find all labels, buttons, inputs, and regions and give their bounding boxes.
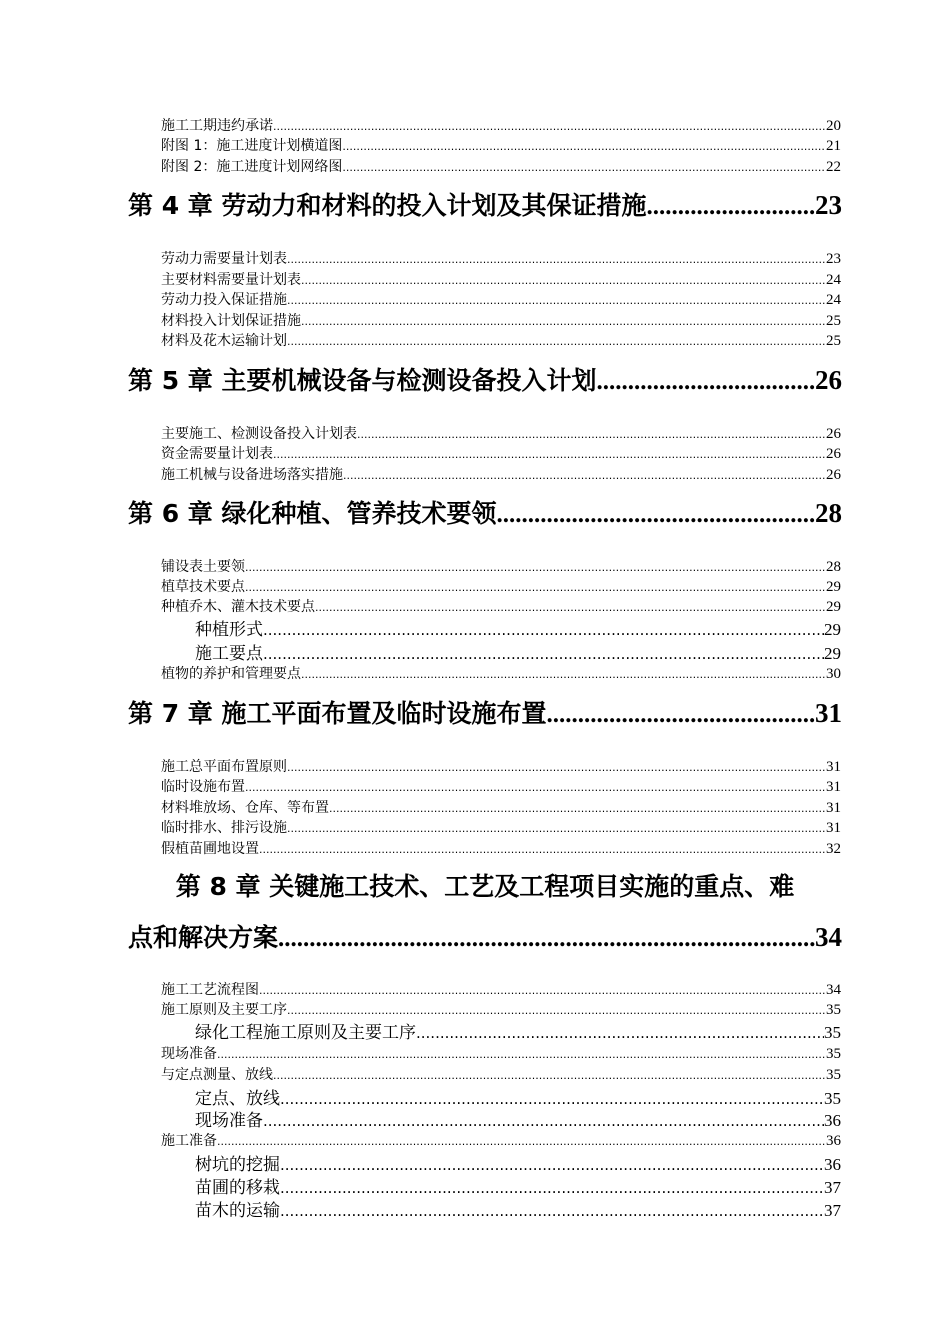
toc-entry[interactable]	[161, 777, 841, 797]
toc-page-number: 31	[826, 800, 841, 816]
dot-leader	[301, 271, 826, 291]
dot-leader	[280, 1087, 824, 1111]
toc-entry-title: 第 4 章 劳动力和材料的投入计划及其保证措施	[128, 191, 647, 220]
dot-leader	[416, 1021, 824, 1045]
toc-entry[interactable]	[161, 839, 841, 859]
toc-entry[interactable]	[195, 1199, 841, 1223]
toc-entry[interactable]	[161, 798, 841, 818]
toc-page-number: 26	[826, 467, 841, 483]
dot-leader	[263, 618, 824, 642]
toc-entry-title: 施工机械与设备进场落实措施	[161, 467, 343, 483]
toc-page-number: 28	[826, 559, 841, 575]
toc-entry-title: 临时排水、排污设施	[161, 820, 287, 836]
dot-leader	[301, 312, 826, 332]
toc-page-number: 30	[826, 666, 841, 682]
toc-entry-title: 施工工艺流程图	[161, 982, 259, 998]
dot-leader	[342, 137, 826, 157]
toc-page-number: 31	[826, 820, 841, 836]
toc-page-number: 36	[826, 1133, 841, 1149]
toc-entry[interactable]	[161, 664, 841, 684]
dot-leader	[287, 250, 826, 270]
toc-entry[interactable]	[195, 1153, 841, 1177]
toc-entry-title: 施工总平面布置原则	[161, 759, 287, 775]
toc-entry[interactable]	[161, 465, 841, 485]
dot-leader	[280, 1199, 824, 1223]
toc-entry-title: 劳动力需要量计划表	[161, 251, 287, 267]
toc-entry-title: 苗木的运输	[195, 1201, 280, 1221]
dot-leader	[287, 291, 826, 311]
toc-entry-title: 第 6 章 绿化种植、管养技术要领	[128, 499, 497, 528]
toc-page-number: 24	[826, 292, 841, 308]
toc-entry-title: 附图 1：施工进度计划横道图	[161, 138, 343, 154]
toc-entry-title: 第 7 章 施工平面布置及临时设施布置	[128, 699, 547, 728]
toc-page-number: 24	[826, 272, 841, 288]
toc-entry-title: 施工工期违约承诺	[161, 118, 273, 134]
toc-entry[interactable]	[161, 249, 841, 269]
dot-leader	[273, 445, 826, 465]
dot-leader	[245, 558, 826, 578]
dot-leader	[597, 362, 815, 402]
toc-entry-title: 植物的养护和管理要点	[161, 666, 301, 682]
toc-entry[interactable]	[161, 1044, 841, 1064]
toc-page-number: 21	[826, 138, 841, 154]
toc-entry-title: 树坑的挖掘	[195, 1155, 280, 1175]
toc-chapter-entry[interactable]	[128, 185, 842, 225]
toc-entry[interactable]	[161, 980, 841, 1000]
dot-leader	[647, 187, 815, 227]
toc-entry[interactable]	[195, 642, 841, 666]
toc-entry-title: 主要施工、检测设备投入计划表	[161, 426, 357, 442]
toc-page-number: 25	[826, 333, 841, 349]
toc-page-number: 35	[824, 1023, 841, 1042]
dot-leader	[342, 158, 826, 178]
toc-entry-title: 施工要点	[195, 644, 263, 664]
toc-page-number: 23	[815, 190, 842, 220]
toc-entry-title: 施工准备	[161, 1133, 217, 1149]
toc-entry-title: 假植苗圃地设置	[161, 841, 259, 857]
dot-leader	[547, 695, 815, 735]
toc-entry[interactable]	[161, 818, 841, 838]
toc-page-number: 23	[826, 251, 841, 267]
toc-entry[interactable]	[161, 311, 841, 331]
toc-entry-title: 绿化工程施工原则及主要工序	[195, 1023, 416, 1043]
toc-chapter-entry[interactable]	[128, 360, 842, 400]
toc-page-number: 32	[826, 841, 841, 857]
toc-page-number: 25	[826, 313, 841, 329]
dot-leader	[280, 1176, 824, 1200]
toc-entry[interactable]	[195, 618, 841, 642]
dot-leader	[278, 919, 815, 959]
toc-page-number: 35	[824, 1089, 841, 1108]
toc-entry-title: 附图 2：施工进度计划网络图	[161, 159, 343, 175]
toc-page-number: 31	[826, 759, 841, 775]
toc-entry[interactable]	[161, 290, 841, 310]
dot-leader	[245, 578, 826, 598]
dot-leader	[263, 1109, 824, 1133]
dot-leader	[301, 665, 826, 685]
dot-leader	[245, 778, 826, 798]
toc-entry-title: 第 5 章 主要机械设备与检测设备投入计划	[128, 366, 597, 395]
toc-entry-title: 种植形式	[195, 620, 263, 640]
toc-entry[interactable]	[161, 597, 841, 617]
dot-leader	[357, 425, 826, 445]
toc-page-number: 26	[826, 446, 841, 462]
toc-entry[interactable]	[195, 1087, 841, 1111]
toc-page-number: 29	[826, 579, 841, 595]
toc-chapter-entry[interactable]	[128, 493, 842, 533]
toc-entry-title: 临时设施布置	[161, 779, 245, 795]
toc-entry-title: 点和解决方案	[128, 923, 279, 952]
toc-page-number: 36	[824, 1155, 841, 1174]
dot-leader	[280, 1153, 824, 1177]
toc-page-number: 26	[826, 426, 841, 442]
toc-entry-title: 劳动力投入保证措施	[161, 292, 287, 308]
toc-page-number: 35	[826, 1046, 841, 1062]
toc-entry[interactable]	[161, 116, 841, 136]
toc-page-number: 29	[824, 620, 841, 639]
toc-entry-title: 种植乔木、灌木技术要点	[161, 599, 315, 615]
toc-page-number: 37	[824, 1201, 841, 1220]
toc-entry[interactable]	[161, 1000, 841, 1020]
toc-entry[interactable]	[161, 1065, 841, 1085]
toc-entry-title: 植草技术要点	[161, 579, 245, 595]
dot-leader	[287, 332, 826, 352]
toc-page-number: 34	[815, 922, 842, 952]
toc-entry[interactable]	[161, 136, 841, 156]
toc-entry[interactable]	[161, 577, 841, 597]
toc-entry-title: 资金需要量计划表	[161, 446, 273, 462]
dot-leader	[273, 117, 826, 137]
toc-entry-title: 与定点测量、放线	[161, 1067, 273, 1083]
toc-entry-title: 材料投入计划保证措施	[161, 313, 301, 329]
dot-leader	[287, 819, 826, 839]
dot-leader	[273, 1066, 826, 1086]
toc-entry[interactable]	[195, 1176, 841, 1200]
dot-leader	[217, 1132, 826, 1152]
toc-entry[interactable]	[161, 1131, 841, 1151]
dot-leader	[217, 1045, 826, 1065]
toc-entry[interactable]	[161, 270, 841, 290]
toc-entry[interactable]	[161, 757, 841, 777]
dot-leader	[287, 1001, 826, 1021]
toc-page-number: 31	[815, 698, 842, 728]
toc-page-number: 34	[826, 982, 841, 998]
dot-leader	[287, 758, 826, 778]
toc-page-number: 29	[824, 644, 841, 663]
dot-leader	[263, 642, 824, 666]
toc-entry-title: 铺设表土要领	[161, 559, 245, 575]
dot-leader	[343, 466, 826, 486]
toc-entry[interactable]	[161, 424, 841, 444]
toc-entry[interactable]	[161, 444, 841, 464]
toc-entry-title: 现场准备	[161, 1046, 217, 1062]
toc-entry[interactable]	[161, 557, 841, 577]
toc-entry-title: 定点、放线	[195, 1089, 280, 1109]
dot-leader	[329, 799, 826, 819]
dot-leader	[497, 495, 815, 535]
toc-entry[interactable]	[161, 331, 841, 351]
toc-page-number: 22	[826, 159, 841, 175]
dot-leader	[259, 840, 826, 860]
toc-entry-title: 材料堆放场、仓库、等布置	[161, 800, 329, 816]
toc-page-number: 31	[826, 779, 841, 795]
toc-page-number: 20	[826, 118, 841, 134]
toc-page-number: 26	[815, 365, 842, 395]
toc-entry-title: 施工原则及主要工序	[161, 1002, 287, 1018]
toc-page-number: 35	[826, 1067, 841, 1083]
dot-leader	[315, 598, 826, 618]
toc-entry[interactable]	[195, 1021, 841, 1045]
toc-page-number: 37	[824, 1178, 841, 1197]
chapter-8-heading-line-1: 第 8 章 关键施工技术、工艺及工程项目实施的重点、难	[175, 872, 795, 901]
dot-leader	[259, 981, 826, 1001]
toc-entry[interactable]	[195, 1109, 841, 1133]
toc-entry-title: 现场准备	[195, 1111, 263, 1131]
toc-chapter-entry[interactable]	[128, 693, 842, 733]
toc-entry[interactable]	[161, 157, 841, 177]
toc-entry-title: 主要材料需要量计划表	[161, 272, 301, 288]
toc-chapter-entry[interactable]	[128, 917, 842, 957]
toc-page-number: 35	[826, 1002, 841, 1018]
toc-page-number: 29	[826, 599, 841, 615]
toc-page-number: 36	[824, 1111, 841, 1130]
toc-entry-title: 材料及花木运输计划	[161, 333, 287, 349]
toc-entry-title: 苗圃的移栽	[195, 1178, 280, 1198]
toc-page-number: 28	[815, 498, 842, 528]
